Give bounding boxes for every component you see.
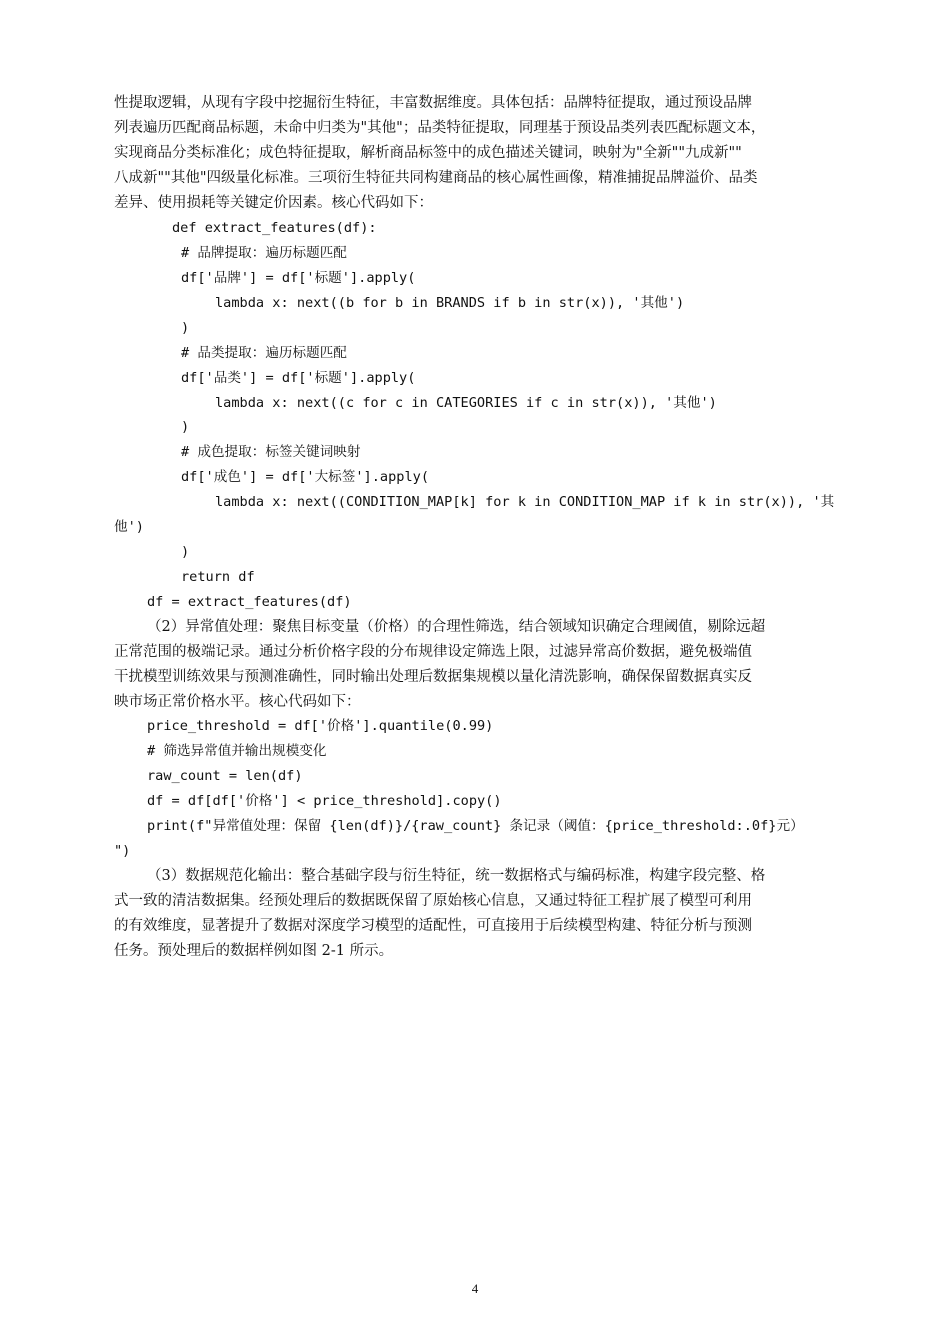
code-comment: # 成色提取：标签关键词映射 [181, 444, 361, 460]
paragraph-line: 列表遍历匹配商品标题，未命中归类为"其他"；品类特征提取，同理基于预设品类列表匹配标题文本， [114, 120, 766, 136]
code-line: print(f"异常值处理：保留 {len(df)}/{raw_count} 条记录（阈值：{price_threshold:.0f}元） [147, 818, 804, 834]
paragraph-line: 正常范围的极端记录。通过分析价格字段的分布规律设定筛选上限，过滤异常高价数据，避免极端值 [114, 644, 752, 660]
code-line: return df [181, 569, 255, 585]
code-comment: # 品类提取：遍历标题匹配 [181, 345, 347, 361]
paragraph-line: 映市场正常价格水平。核心代码如下： [114, 694, 361, 710]
code-line: raw_count = len(df) [147, 768, 303, 784]
code-line: ) [181, 320, 190, 336]
code-line: ) [181, 544, 190, 560]
code-line: df['成色'] = df['大标签'].apply( [181, 469, 430, 485]
paragraph-line: 的有效维度，显著提升了数据对深度学习模型的适配性，可直接用于后续模型构建、特征分析与预测 [114, 918, 752, 934]
code-line: price_threshold = df['价格'].quantile(0.99) [147, 718, 494, 734]
code-line: df = extract_features(df) [147, 594, 352, 610]
code-line-wrap: ") [114, 843, 131, 859]
paragraph-line: 任务。预处理后的数据样例如图 2-1 所示。 [114, 943, 394, 959]
code-line: lambda x: next((c for c in CATEGORIES if c in str(x)), '其他') [215, 395, 717, 411]
code-line: lambda x: next((b for b in BRANDS if b in str(x)), '其他') [215, 295, 685, 311]
code-line-wrap: 他') [114, 519, 144, 535]
paragraph-line: （3）数据规范化输出：整合基础字段与衍生特征，统一数据格式与编码标准，构建字段完整、格 [147, 868, 766, 884]
code-comment: # 筛选异常值并输出规模变化 [147, 743, 327, 759]
code-line: df = df[df['价格'] < price_threshold].copy() [147, 793, 502, 809]
paragraph-line: 差异、使用损耗等关键定价因素。核心代码如下： [114, 195, 433, 211]
code-line: df['品类'] = df['标题'].apply( [181, 370, 416, 386]
code-line: lambda x: next((CONDITION_MAP[k] for k in CONDITION_MAP if k in str(x)), '其 [215, 494, 835, 510]
paragraph-line: 性提取逻辑，从现有字段中挖掘衍生特征，丰富数据维度。具体包括：品牌特征提取，通过预设品牌 [114, 95, 752, 111]
paragraph-line: 八成新""其他"四级量化标准。三项衍生特征共同构建商品的核心属性画像，精准捕捉品牌溢价、品类 [114, 170, 758, 186]
code-line: def extract_features(df): [172, 220, 377, 236]
page-number: 4 [471, 1281, 479, 1296]
code-line: df['品牌'] = df['标题'].apply( [181, 270, 416, 286]
paragraph-line: （2）异常值处理：聚焦目标变量（价格）的合理性筛选，结合领域知识确定合理阈值，剔除远超 [147, 619, 766, 635]
code-line: ) [181, 419, 190, 435]
paragraph-line: 干扰模型训练效果与预测准确性，同时输出处理后数据集规模以量化清洗影响，确保保留数据真实反 [114, 669, 752, 685]
paragraph-line: 式一致的清洁数据集。经预处理后的数据既保留了原始核心信息，又通过特征工程扩展了模型可利用 [114, 893, 752, 909]
code-comment: # 品牌提取：遍历标题匹配 [181, 245, 347, 261]
paragraph-line: 实现商品分类标准化；成色特征提取，解析商品标签中的成色描述关键词，映射为"全新""九成新"" [114, 145, 742, 161]
